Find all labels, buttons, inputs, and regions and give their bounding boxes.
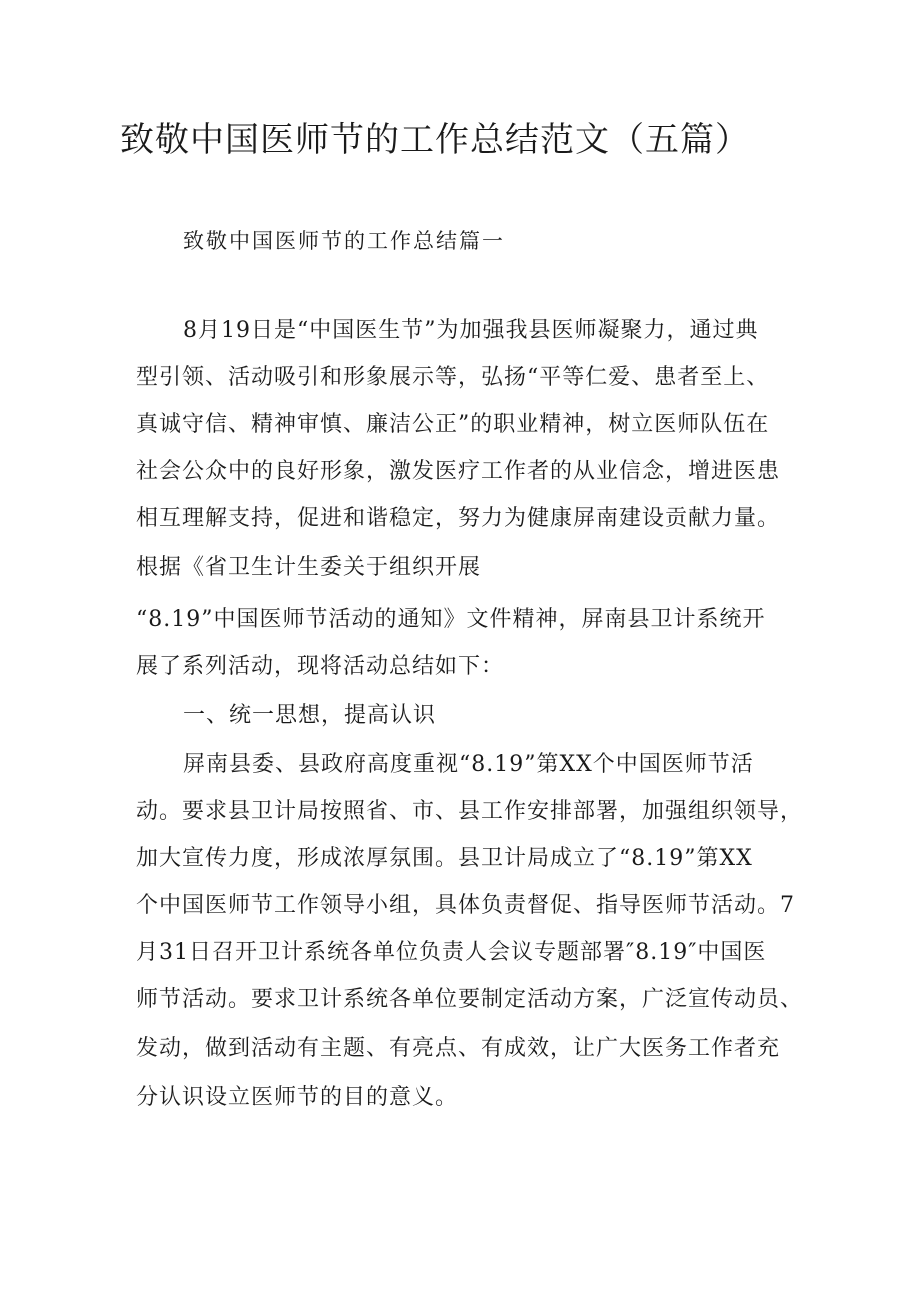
paragraph-line: 屏南县委、县政府高度重视“8.19”第XX个中国医师节活 [183, 752, 754, 777]
paragraph-line: 发动，做到活动有主题、有亮点、有成效，让广大医务工作者充 [136, 1036, 781, 1061]
paragraph-line: 个中国医师节工作领导小组，具体负责督促、指导医师节活动。7 [136, 893, 795, 918]
paragraph-line: 社会公众中的良好形象，激发医疗工作者的从业信念，增进医患 [136, 459, 781, 484]
paragraph-line: “8.19”中国医师节活动的通知》文件精神，屏南县卫计系统开 [136, 607, 766, 632]
paragraph-line: 根据《省卫生计生委关于组织开展 [136, 555, 482, 580]
section-subtitle: 致敬中国医师节的工作总结篇一 [183, 229, 505, 253]
paragraph-line: 师节活动。要求卫计系统各单位要制定活动方案，广泛宣传动员、 [136, 987, 804, 1012]
paragraph-line: 8月19日是“中国医生节”为加强我县医师凝聚力，通过典 [183, 318, 759, 343]
paragraph-line: 相互理解支持，促进和谐稳定，努力为健康屏南建设贡献力量。 [136, 506, 781, 531]
paragraph-line: 加大宣传力度，形成浓厚氛围。县卫计局成立了“8.19”第XX [136, 846, 753, 871]
paragraph-line: 型引领、活动吸引和形象展示等，弘扬“平等仁爱、患者至上、 [136, 365, 770, 390]
document-title: 致敬中国医师节的工作总结范文（五篇） [120, 120, 750, 160]
paragraph-line: 月31日召开卫计系统各单位负责人会议专题部署″8.19″中国医 [136, 940, 767, 965]
paragraph-line: 展了系列活动，现将活动总结如下： [136, 654, 505, 679]
paragraph-line: 真诚守信、精神审慎、廉洁公正”的职业精神，树立医师队伍在 [136, 412, 770, 437]
paragraph-line: 分认识设立医师节的目的意义。 [136, 1085, 459, 1110]
paragraph-line: 动。要求县卫计局按照省、市、县工作安排部署，加强组织领导， [136, 799, 804, 824]
section-heading: 一、统一思想，提高认识 [183, 703, 437, 728]
